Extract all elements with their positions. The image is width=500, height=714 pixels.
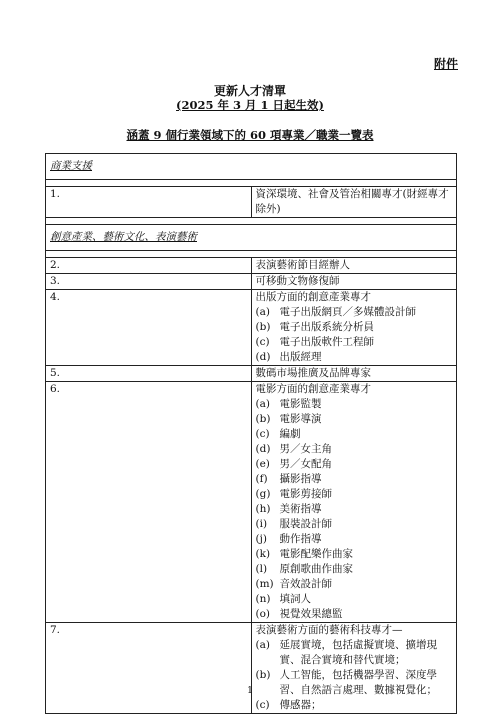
sub-item-text: 延展實境，包括虛擬實境、擴增現實、混合實境和替代實境； <box>279 639 437 666</box>
list-item <box>46 274 457 290</box>
item-body <box>251 187 457 218</box>
sub-item <box>256 335 457 350</box>
sub-item-text: 填詞人 <box>279 593 311 605</box>
sub-item-text: 動作指導 <box>279 533 322 545</box>
item-body <box>251 366 457 382</box>
item-number: 5. <box>46 366 252 382</box>
item-number: 3. <box>46 274 252 290</box>
list-item <box>46 187 457 218</box>
item-number: 7. <box>46 623 252 714</box>
sub-item-label: (g) <box>255 488 271 500</box>
item-body <box>251 258 457 274</box>
section-title: 創意產業、藝術文化、表演藝術 <box>46 225 457 251</box>
sub-item-label: (h) <box>255 503 271 515</box>
item-number: 6. <box>46 382 252 623</box>
sub-item <box>256 412 457 427</box>
annex-label: 附件 <box>433 57 458 71</box>
sub-item <box>256 532 457 547</box>
item-body <box>251 382 457 623</box>
talent-list-table <box>45 153 457 714</box>
list-item <box>46 366 457 382</box>
sub-item-text: 人工智能，包括機器學習、深度學習、自然語言處理、數據視覺化； <box>279 669 437 696</box>
item-text: 數碼市場推廣及品牌專家 <box>255 367 371 379</box>
sub-item <box>256 607 457 622</box>
sub-item-label: (a) <box>255 639 270 651</box>
sub-item <box>256 592 457 607</box>
sub-item <box>256 638 457 668</box>
sub-item-label: (b) <box>255 413 271 425</box>
section-gap <box>46 251 457 258</box>
sub-item-text: 視覺效果總監 <box>279 608 343 620</box>
section-header <box>46 225 457 251</box>
section-gap <box>46 180 457 187</box>
item-text: 表演藝術節目經辦人 <box>255 259 350 271</box>
sub-item-label: (b) <box>255 669 271 681</box>
sub-item <box>256 562 457 577</box>
list-item <box>46 623 457 714</box>
item-text: 可移動文物修復師 <box>255 275 340 287</box>
sub-item-text: 出版經理 <box>279 351 322 363</box>
item-number: 4. <box>46 290 252 366</box>
sub-item-text: 男／女主角 <box>279 443 332 455</box>
list-item <box>46 290 457 366</box>
sub-item-label: (m) <box>255 578 274 590</box>
sub-item-label: (o) <box>255 608 271 620</box>
sub-item <box>256 305 457 320</box>
section-title: 商業支援 <box>46 154 457 180</box>
item-body <box>251 274 457 290</box>
sub-item <box>256 442 457 457</box>
sub-item-label: (j) <box>255 533 267 545</box>
item-text: 資深環境、社會及管治相關專才(財經專才除外) <box>255 188 449 215</box>
sub-item-text: 編劇 <box>279 428 301 440</box>
sub-item <box>256 502 457 517</box>
document-title: 更新人才清單 <box>213 84 286 98</box>
sub-item-label: (k) <box>255 548 271 560</box>
sub-item-label: (b) <box>255 321 271 333</box>
item-text: 表演藝術方面的藝術科技專才— <box>255 624 403 636</box>
page-number: 1 <box>247 686 253 696</box>
sub-item <box>256 472 457 487</box>
section-gap <box>46 218 457 225</box>
sub-item-label: (e) <box>255 458 270 470</box>
list-item <box>46 258 457 274</box>
sub-item <box>256 397 457 412</box>
item-number: 1. <box>46 187 252 218</box>
sub-item <box>256 487 457 502</box>
sub-item <box>256 517 457 532</box>
sub-item-label: (c) <box>255 699 270 711</box>
sub-item-label: (d) <box>255 351 271 363</box>
item-text: 電影方面的創意產業專才 <box>255 383 371 395</box>
sub-item-text: 男／女配角 <box>279 458 332 470</box>
sub-item <box>256 350 457 365</box>
sub-item <box>256 457 457 472</box>
sub-item-text: 電影配樂作曲家 <box>279 548 353 560</box>
sub-item-text: 電影導演 <box>279 413 322 425</box>
list-item <box>46 382 457 623</box>
document-subtitle: 涵蓋 9 個行業領域下的 60 項專業／職業一覽表 <box>126 128 374 142</box>
sub-item-label: (f) <box>255 473 268 485</box>
sub-item <box>256 320 457 335</box>
sub-item-text: 電子出版系統分析員 <box>279 321 374 333</box>
sub-item-label: (n) <box>255 593 271 605</box>
sub-item-text: 電子出版軟件工程師 <box>279 336 374 348</box>
sub-item-label: (c) <box>255 336 270 348</box>
sub-item-label: (a) <box>255 306 270 318</box>
item-number: 2. <box>46 258 252 274</box>
section-header <box>46 154 457 180</box>
sub-item-text: 傳感器； <box>279 699 322 711</box>
sub-item-label: (i) <box>255 518 268 530</box>
sub-item-text: 音效設計師 <box>279 578 332 590</box>
sub-item-text: 電子出版網頁／多媒體設計師 <box>279 306 416 318</box>
sub-item-text: 電影剪接師 <box>279 488 332 500</box>
item-text: 出版方面的創意產業專才 <box>255 291 371 303</box>
sub-item-text: 原創歌曲作曲家 <box>279 563 353 575</box>
sub-item-label: (c) <box>255 428 270 440</box>
sub-item-label: (d) <box>255 443 271 455</box>
item-body <box>251 623 457 714</box>
sub-item-text: 服裝設計師 <box>279 518 332 530</box>
effective-date: (2025 年 3 月 1 日起生效) <box>176 98 324 112</box>
sub-item-text: 美術指導 <box>279 503 322 515</box>
sub-item-text: 攝影指導 <box>279 473 322 485</box>
sub-item <box>256 577 457 592</box>
sub-item <box>256 427 457 442</box>
sub-item <box>256 547 457 562</box>
sub-item-text: 電影監製 <box>279 398 322 410</box>
item-body <box>251 290 457 366</box>
sub-item-label: (a) <box>255 398 270 410</box>
sub-item-label: (l) <box>255 563 268 575</box>
